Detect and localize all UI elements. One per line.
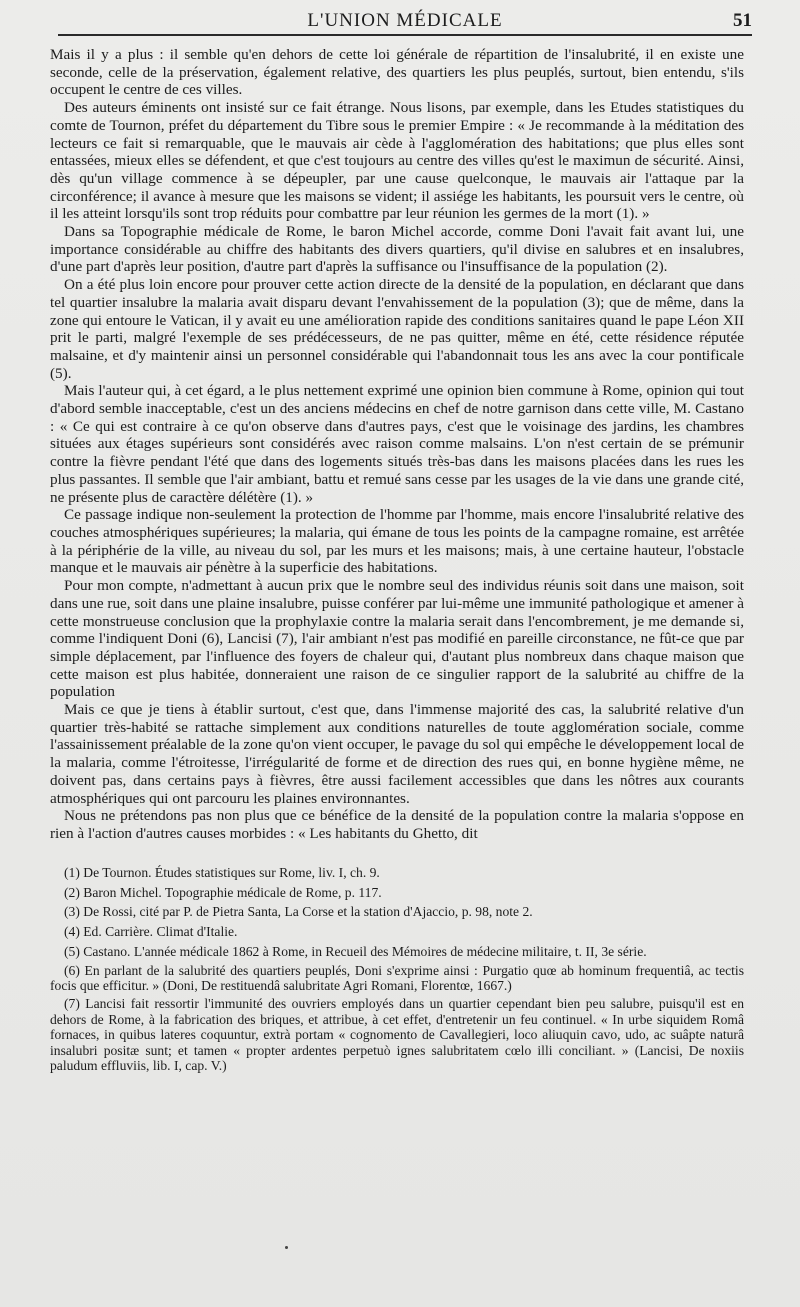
bottom-dot-mark: [285, 1246, 288, 1249]
paragraph: Mais il y a plus : il semble qu'en dehors de cette loi générale de répartition de l'insalubrité, il en existe une seconde, celle de la préservation, également relative, des quartiers les plus peuplés, surtout, bien entendu, s'ils occupent le centre de ces villes.: [50, 46, 744, 99]
paragraph: Mais l'auteur qui, à cet égard, a le plus nettement exprimé une opinion bien commune à Rome, opinion qui tout d'abord semble inacceptable, c'est un des anciens médecins en chef de notre garnison dans cette ville, M. Castano : « Ce qui est contraire à ce qu'on observe dans d'autres pays, c'est que le voisinage des jardins, les chambres situées aux étages supérieurs sont considérés avec raison comme malsains. L'on n'est certain de se prémunir contre la fièvre pendant l'été que dans des logements situés très-bas dans les maisons placées dans les rues les plus passantes. Il semble que l'air ambiant, battu et remué sans cesse par les usages de la vie dans une grande cité, ne présente plus de caractère délétère (1). »: [50, 382, 744, 506]
main-text: [50, 46, 744, 843]
footnote: (6) En parlant de la salubrité des quartiers peuplés, Doni s'exprime ainsi : Purgatio quœ ab hominum frequentiâ, ac tectis focis que efficitur. » (Doni, De restituendâ salubritate Agri Romani, Florentœ, 1667.): [50, 962, 744, 994]
footnote: (1) De Tournon. Études statistiques sur Rome, liv. I, ch. 9.: [64, 864, 380, 880]
paragraph: Des auteurs éminents ont insisté sur ce fait étrange. Nous lisons, par exemple, dans les Etudes statistiques du comte de Tournon, préfet du département du Tibre sous le premier Empire : « Je recommande à la méditation des lecteurs ce fait si remarquable, que le mauvais air cède à l'agglomération des habitations; que plus elles sont entassées, mieux elles se défendent, et que c'est toujours au centre des villes qu'est le maximun de sécurité. Ainsi, dès qu'un village commence à se dépeupler, par une cause quelconque, le mauvais air l'attaque par la circonférence; il avance à mesure que les maisons se vident; il assiége les habitants, les poursuit vers le centre, où il les atteint lorsqu'ils sont trop réduits pour combattre par leur réunion les germes de la mort (1). »: [50, 99, 744, 223]
footnote: (5) Castano. L'année médicale 1862 à Rome, in Recueil des Mémoires de médecine militaire, t. II, 3e série.: [64, 944, 647, 960]
paragraph: Pour mon compte, n'admettant à aucun prix que le nombre seul des individus réunis soit dans une maison, soit dans une rue, soit dans une plaine insalubre, puisse conférer par lui-même une immunité pathologique et amener à cette monstrueuse conclusion que la prophylaxie contre la malaria serait dans l'encombrement, je me demande si, comme l'indiquent Doni (6), Lancisi (7), l'air ambiant n'est pas modifié en pareille circonstance, ne fût-ce que par simple déplacement, par l'influence des foyers de chaleur qui, d'autant plus nombreux dans chaque maison que cette maison est plus habitée, donneraient une raison de ce singulier rapport de la salubrité au chiffre de la population: [50, 577, 744, 701]
paragraph: Dans sa Topographie médicale de Rome, le baron Michel accorde, comme Doni l'avait fait avant lui, une importance considérable au chiffre des habitants des divers quartiers, qu'il divise en salubres et en insalubres, d'une part d'après leur position, d'autre part d'après la suffisance ou l'insuffisance de la population (2).: [50, 223, 744, 276]
paragraph: On a été plus loin encore pour prouver cette action directe de la densité de la population, en déclarant que dans tel quartier insalubre la malaria avait disparu devant l'envahissement de la population (3); que de même, dans la zone qui entoure le Vatican, il y avait eu une amélioration rapide des conditions sanitaires quand le pape Léon XII prit le parti, malgré l'exemple de ses prédécesseurs, de ne pas quitter, même en été, cette résidence réputée malsaine, et d'y maintenir ainsi un personnel considérable qui l'abandonnait tous les ans avec la cour pontificale (5).: [50, 276, 744, 382]
paragraph: Mais ce que je tiens à établir surtout, c'est que, dans l'immense majorité des cas, la salubrité relative d'un quartier très-habité se rattache simplement aux conditions naturelles de toute agglomération sociale, comme l'assainissement préalable de la zone qu'on vient occuper, le pavage du sol qui empêche le développement local de la malaria, comme l'étroitesse, l'irrégularité de forme et de direction des rues qui, en bonne hygiène même, ne doivent pas, dans certains pays à fièvres, être aussi facilement accessibles que dans les nôtres aux courants atmosphériques qui ont parcouru les plaines environnantes.: [50, 701, 744, 807]
paragraph: Ce passage indique non-seulement la protection de l'homme par l'homme, mais encore l'insalubrité relative des couches atmosphériques supérieures; la malaria, qui émane de tous les points de la campagne romaine, est arrêtée à la périphérie de la ville, au niveau du sol, par les murs et les maisons; mais, à une certaine hauteur, l'obstacle manque et le mauvais air pénètre à la superficie des habitations.: [50, 506, 744, 577]
footnote: (3) De Rossi, cité par P. de Pietra Santa, La Corse et la station d'Ajaccio, p. 98, note 2.: [64, 904, 533, 920]
footnotes: [50, 865, 744, 1074]
page-header: [58, 4, 752, 36]
footnote: (4) Ed. Carrière. Climat d'Italie.: [64, 924, 238, 940]
paragraph: Nous ne prétendons pas non plus que ce bénéfice de la densité de la population contre la malaria s'oppose en rien à l'action d'autres causes morbides : « Les habitants du Ghetto, dit: [50, 807, 744, 842]
footnote: (7) Lancisi fait ressortir l'immunité des ouvriers employés dans un quartier cependant bien peu salubre, puisqu'il est en dehors de Rome, à la fabrication des briques, et attribue, à cet effet, d'entretenir un feu continuel. « In urbe siquidem Româ fornaces, in quibus lateres coquuntur, extrà portam « cognomento de Cavallegieri, loco aliuquin cavo, udo, ac suâpte naturâ insalubri positæ sunt; et tamen « propter ardentes perpetuò ignes salubritatem cœlo illi conciliant. » (Lancisi, De noxiis paludum effluviis, lib. I, cap. V.): [50, 996, 744, 1074]
page-number: 51: [733, 10, 752, 31]
running-head: L'UNION MÉDICALE: [307, 10, 503, 31]
footnote: (2) Baron Michel. Topographie médicale de Rome, p. 117.: [64, 884, 382, 900]
